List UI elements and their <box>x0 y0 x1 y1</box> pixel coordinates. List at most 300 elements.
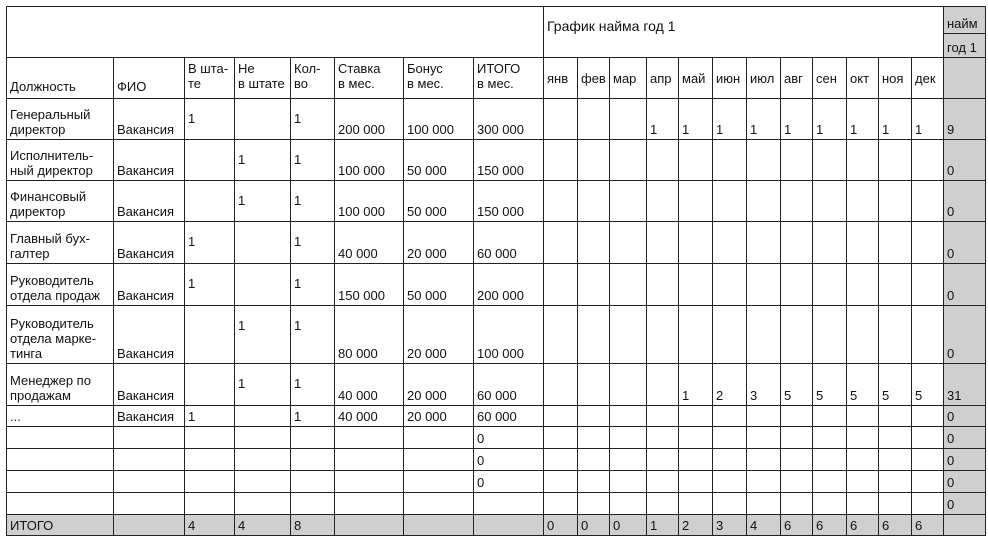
cell-month <box>578 406 610 427</box>
cell-total: 60 000 <box>474 364 544 406</box>
totals-month: 0 <box>610 515 647 536</box>
cell-month <box>647 449 679 471</box>
cell-month <box>879 406 912 427</box>
cell-month: 1 <box>912 99 944 140</box>
cell-name <box>114 449 185 471</box>
cell-month <box>781 493 813 515</box>
col-header-bonus: Бонус в мес. <box>404 58 474 99</box>
cell-month <box>781 406 813 427</box>
cell-month <box>544 264 578 306</box>
cell-month <box>879 181 912 222</box>
cell-month <box>578 222 610 264</box>
hiring-plan-table <box>6 6 986 536</box>
cell-month: 5 <box>879 364 912 406</box>
cell-nonstaff <box>235 406 291 427</box>
table-row <box>7 471 986 493</box>
cell-staff <box>185 471 235 493</box>
cell-month <box>610 493 647 515</box>
cell-month <box>544 449 578 471</box>
cell-rate: 100 000 <box>335 140 404 181</box>
cell-month <box>912 471 944 493</box>
month-header: мар <box>610 58 647 99</box>
cell-month <box>781 427 813 449</box>
cell-month: 1 <box>879 99 912 140</box>
cell-name: Вакансия <box>114 181 185 222</box>
hire-header-top: найм <box>944 7 986 34</box>
cell-month <box>713 181 747 222</box>
table-row <box>7 493 986 515</box>
month-header: авг <box>781 58 813 99</box>
cell-month <box>647 427 679 449</box>
month-header: апр <box>647 58 679 99</box>
cell-bonus: 50 000 <box>404 181 474 222</box>
table-row <box>7 306 986 364</box>
cell-month <box>610 306 647 364</box>
month-header: май <box>679 58 713 99</box>
cell-nonstaff <box>235 427 291 449</box>
cell-hire-count: 0 <box>944 427 986 449</box>
cell-month <box>610 222 647 264</box>
cell-nonstaff: 1 <box>235 364 291 406</box>
cell-total: 150 000 <box>474 181 544 222</box>
cell-month <box>647 364 679 406</box>
cell-month <box>647 306 679 364</box>
cell-staff <box>185 181 235 222</box>
cell-total: 150 000 <box>474 140 544 181</box>
cell-month <box>747 493 781 515</box>
cell-hire-count: 31 <box>944 364 986 406</box>
cell-staff: 1 <box>185 99 235 140</box>
cell-month <box>544 493 578 515</box>
col-header-rate: Ставка в мес. <box>335 58 404 99</box>
cell-nonstaff <box>235 471 291 493</box>
cell-hire-count: 0 <box>944 264 986 306</box>
totals-month: 6 <box>847 515 879 536</box>
totals-month: 2 <box>679 515 713 536</box>
cell-nonstaff <box>235 264 291 306</box>
cell-month <box>879 493 912 515</box>
cell-hire-count: 9 <box>944 99 986 140</box>
cell-month <box>781 222 813 264</box>
cell-nonstaff: 1 <box>235 140 291 181</box>
table-row <box>7 364 986 406</box>
cell-month <box>610 181 647 222</box>
cell-month <box>847 306 879 364</box>
cell-staff: 1 <box>185 264 235 306</box>
cell-month <box>781 306 813 364</box>
cell-month <box>647 181 679 222</box>
cell-month <box>647 471 679 493</box>
cell-rate <box>335 471 404 493</box>
cell-staff <box>185 427 235 449</box>
cell-position: ... <box>7 406 114 427</box>
cell-total: 200 000 <box>474 264 544 306</box>
cell-month: 5 <box>847 364 879 406</box>
cell-month <box>578 99 610 140</box>
cell-rate: 40 000 <box>335 222 404 264</box>
month-header: июн <box>713 58 747 99</box>
cell-month <box>544 427 578 449</box>
cell-month <box>781 181 813 222</box>
cell-month <box>813 427 847 449</box>
cell-count: 1 <box>291 264 335 306</box>
cell-position <box>7 471 114 493</box>
cell-month <box>610 427 647 449</box>
cell-hire-count: 0 <box>944 471 986 493</box>
cell-staff: 1 <box>185 406 235 427</box>
cell-total <box>474 493 544 515</box>
cell-month <box>679 471 713 493</box>
cell-month <box>747 264 781 306</box>
cell-month <box>610 264 647 306</box>
cell-name <box>114 427 185 449</box>
cell-total: 60 000 <box>474 406 544 427</box>
totals-month: 6 <box>912 515 944 536</box>
cell-month <box>747 427 781 449</box>
cell-month <box>813 140 847 181</box>
cell-month: 1 <box>813 99 847 140</box>
cell-position: Главный бух- галтер <box>7 222 114 264</box>
cell-count: 1 <box>291 99 335 140</box>
month-header: янв <box>544 58 578 99</box>
cell-month <box>578 140 610 181</box>
col-header-position: Должность <box>7 58 114 99</box>
cell-month: 1 <box>679 364 713 406</box>
totals-month: 6 <box>781 515 813 536</box>
cell-month <box>679 140 713 181</box>
cell-month <box>713 306 747 364</box>
cell-month <box>578 427 610 449</box>
cell-month <box>879 222 912 264</box>
cell-month <box>713 140 747 181</box>
cell-hire-count: 0 <box>944 140 986 181</box>
cell-count <box>291 449 335 471</box>
cell-month <box>813 181 847 222</box>
cell-month <box>544 406 578 427</box>
month-header: июл <box>747 58 781 99</box>
cell-total: 100 000 <box>474 306 544 364</box>
cell-month <box>578 181 610 222</box>
cell-bonus <box>404 427 474 449</box>
cell-month <box>879 306 912 364</box>
cell-month <box>912 306 944 364</box>
month-header: дек <box>912 58 944 99</box>
cell-month <box>544 181 578 222</box>
cell-month <box>847 427 879 449</box>
cell-name: Вакансия <box>114 364 185 406</box>
cell-month <box>544 471 578 493</box>
month-header: окт <box>847 58 879 99</box>
cell-rate: 100 000 <box>335 181 404 222</box>
cell-month: 1 <box>679 99 713 140</box>
cell-month <box>679 427 713 449</box>
cell-total: 0 <box>474 449 544 471</box>
cell-month <box>610 140 647 181</box>
cell-month <box>747 471 781 493</box>
cell-month <box>747 406 781 427</box>
cell-month <box>847 181 879 222</box>
cell-month <box>747 140 781 181</box>
cell-bonus <box>404 493 474 515</box>
table-row <box>7 181 986 222</box>
cell-hire-count: 0 <box>944 181 986 222</box>
totals-hire-blank <box>944 515 986 536</box>
table-row <box>7 222 986 264</box>
cell-staff <box>185 449 235 471</box>
cell-name: Вакансия <box>114 264 185 306</box>
table-row <box>7 264 986 306</box>
cell-rate <box>335 449 404 471</box>
cell-month <box>847 471 879 493</box>
cell-month: 5 <box>781 364 813 406</box>
hire-header-bottom: год 1 <box>944 34 986 58</box>
cell-month <box>747 222 781 264</box>
cell-month <box>813 493 847 515</box>
cell-rate: 40 000 <box>335 406 404 427</box>
cell-month <box>879 449 912 471</box>
totals-month: 3 <box>713 515 747 536</box>
cell-month <box>847 449 879 471</box>
cell-month <box>747 181 781 222</box>
totals-nonstaff: 4 <box>235 515 291 536</box>
cell-month <box>544 222 578 264</box>
cell-month <box>679 406 713 427</box>
cell-month: 5 <box>813 364 847 406</box>
cell-month <box>679 264 713 306</box>
cell-staff <box>185 493 235 515</box>
cell-month <box>713 427 747 449</box>
cell-count: 1 <box>291 222 335 264</box>
table-row <box>7 427 986 449</box>
cell-month <box>879 140 912 181</box>
cell-name <box>114 493 185 515</box>
cell-month <box>610 364 647 406</box>
cell-rate: 200 000 <box>335 99 404 140</box>
cell-staff <box>185 140 235 181</box>
cell-nonstaff <box>235 493 291 515</box>
cell-month <box>713 406 747 427</box>
cell-month <box>847 222 879 264</box>
cell-total: 0 <box>474 427 544 449</box>
cell-count: 1 <box>291 181 335 222</box>
cell-staff <box>185 306 235 364</box>
cell-total: 300 000 <box>474 99 544 140</box>
cell-month <box>912 181 944 222</box>
cell-count: 1 <box>291 406 335 427</box>
cell-month <box>578 449 610 471</box>
cell-count: 1 <box>291 140 335 181</box>
cell-hire-count: 0 <box>944 449 986 471</box>
col-header-nonstaff: Не в штате <box>235 58 291 99</box>
cell-position: Генеральный директор <box>7 99 114 140</box>
cell-month <box>747 306 781 364</box>
cell-month: 1 <box>747 99 781 140</box>
cell-bonus <box>404 471 474 493</box>
cell-month <box>578 306 610 364</box>
col-header-total: ИТОГО в мес. <box>474 58 544 99</box>
cell-name: Вакансия <box>114 99 185 140</box>
cell-month: 1 <box>847 99 879 140</box>
cell-count <box>291 493 335 515</box>
cell-month <box>578 264 610 306</box>
cell-rate <box>335 427 404 449</box>
cell-rate: 80 000 <box>335 306 404 364</box>
cell-month <box>647 140 679 181</box>
cell-nonstaff: 1 <box>235 306 291 364</box>
cell-position: Исполнитель- ный директор <box>7 140 114 181</box>
cell-month <box>912 406 944 427</box>
cell-month <box>647 222 679 264</box>
cell-month: 3 <box>747 364 781 406</box>
cell-position: Менеджер по продажам <box>7 364 114 406</box>
cell-month <box>578 493 610 515</box>
totals-month: 6 <box>813 515 847 536</box>
cell-position <box>7 427 114 449</box>
cell-month <box>713 471 747 493</box>
table-row <box>7 99 986 140</box>
blank-header-area <box>7 7 544 58</box>
cell-month <box>679 306 713 364</box>
totals-label: ИТОГО <box>7 515 114 536</box>
cell-month <box>713 264 747 306</box>
cell-bonus: 20 000 <box>404 364 474 406</box>
cell-bonus: 50 000 <box>404 264 474 306</box>
cell-month <box>781 471 813 493</box>
cell-month <box>578 364 610 406</box>
cell-month <box>679 493 713 515</box>
table-row <box>7 140 986 181</box>
cell-month <box>679 181 713 222</box>
cell-month <box>879 264 912 306</box>
cell-month <box>647 406 679 427</box>
cell-count <box>291 471 335 493</box>
cell-count: 1 <box>291 364 335 406</box>
cell-month <box>847 140 879 181</box>
cell-month <box>813 222 847 264</box>
schedule-title: График найма год 1 <box>544 7 944 58</box>
cell-month: 2 <box>713 364 747 406</box>
cell-nonstaff <box>235 99 291 140</box>
cell-month <box>912 222 944 264</box>
cell-month <box>544 306 578 364</box>
cell-month <box>912 264 944 306</box>
totals-month: 0 <box>544 515 578 536</box>
cell-month <box>578 471 610 493</box>
cell-count: 1 <box>291 306 335 364</box>
cell-month <box>813 406 847 427</box>
month-header: фев <box>578 58 610 99</box>
cell-rate <box>335 493 404 515</box>
totals-month: 1 <box>647 515 679 536</box>
cell-nonstaff <box>235 449 291 471</box>
cell-month <box>713 449 747 471</box>
cell-total: 60 000 <box>474 222 544 264</box>
cell-name: Вакансия <box>114 306 185 364</box>
cell-nonstaff: 1 <box>235 181 291 222</box>
cell-month <box>781 449 813 471</box>
cell-position <box>7 449 114 471</box>
cell-bonus: 100 000 <box>404 99 474 140</box>
cell-month <box>847 493 879 515</box>
table-row <box>7 406 986 427</box>
cell-bonus: 20 000 <box>404 306 474 364</box>
totals-name-blank <box>114 515 185 536</box>
month-header: ноя <box>879 58 912 99</box>
cell-staff <box>185 364 235 406</box>
month-header: сен <box>813 58 847 99</box>
col-header-staff: В шта- те <box>185 58 235 99</box>
cell-bonus <box>404 449 474 471</box>
hire-column-header-blank <box>944 58 986 99</box>
cell-month <box>813 471 847 493</box>
col-header-name: ФИО <box>114 58 185 99</box>
hiring-plan-sheet <box>6 6 986 536</box>
totals-rate-blank <box>335 515 404 536</box>
cell-month <box>544 364 578 406</box>
cell-month <box>912 427 944 449</box>
cell-month <box>813 449 847 471</box>
cell-position: Руководитель отдела марке- тинга <box>7 306 114 364</box>
cell-month <box>847 406 879 427</box>
totals-total-blank <box>474 515 544 536</box>
cell-name <box>114 471 185 493</box>
table-row <box>7 449 986 471</box>
cell-month <box>610 449 647 471</box>
col-header-count: Кол- во <box>291 58 335 99</box>
cell-month <box>647 264 679 306</box>
totals-row <box>7 515 986 536</box>
totals-bonus-blank <box>404 515 474 536</box>
cell-hire-count: 0 <box>944 406 986 427</box>
cell-month <box>713 493 747 515</box>
cell-name: Вакансия <box>114 222 185 264</box>
cell-name: Вакансия <box>114 140 185 181</box>
cell-hire-count: 0 <box>944 493 986 515</box>
cell-hire-count: 0 <box>944 306 986 364</box>
cell-month <box>544 99 578 140</box>
cell-month <box>879 471 912 493</box>
cell-month <box>679 222 713 264</box>
cell-total: 0 <box>474 471 544 493</box>
totals-count: 8 <box>291 515 335 536</box>
cell-staff: 1 <box>185 222 235 264</box>
totals-month: 6 <box>879 515 912 536</box>
cell-rate: 150 000 <box>335 264 404 306</box>
cell-bonus: 50 000 <box>404 140 474 181</box>
cell-month <box>847 264 879 306</box>
cell-month <box>813 264 847 306</box>
cell-position <box>7 493 114 515</box>
cell-month <box>781 264 813 306</box>
cell-month <box>912 449 944 471</box>
cell-month: 5 <box>912 364 944 406</box>
cell-month <box>747 449 781 471</box>
cell-name: Вакансия <box>114 406 185 427</box>
cell-month <box>679 449 713 471</box>
cell-month <box>544 140 578 181</box>
cell-bonus: 20 000 <box>404 406 474 427</box>
cell-hire-count: 0 <box>944 222 986 264</box>
cell-month: 1 <box>713 99 747 140</box>
cell-month <box>879 427 912 449</box>
cell-bonus: 20 000 <box>404 222 474 264</box>
cell-month: 1 <box>647 99 679 140</box>
cell-month <box>610 99 647 140</box>
cell-position: Финансовый директор <box>7 181 114 222</box>
cell-month <box>912 140 944 181</box>
cell-month <box>610 406 647 427</box>
cell-month <box>647 493 679 515</box>
